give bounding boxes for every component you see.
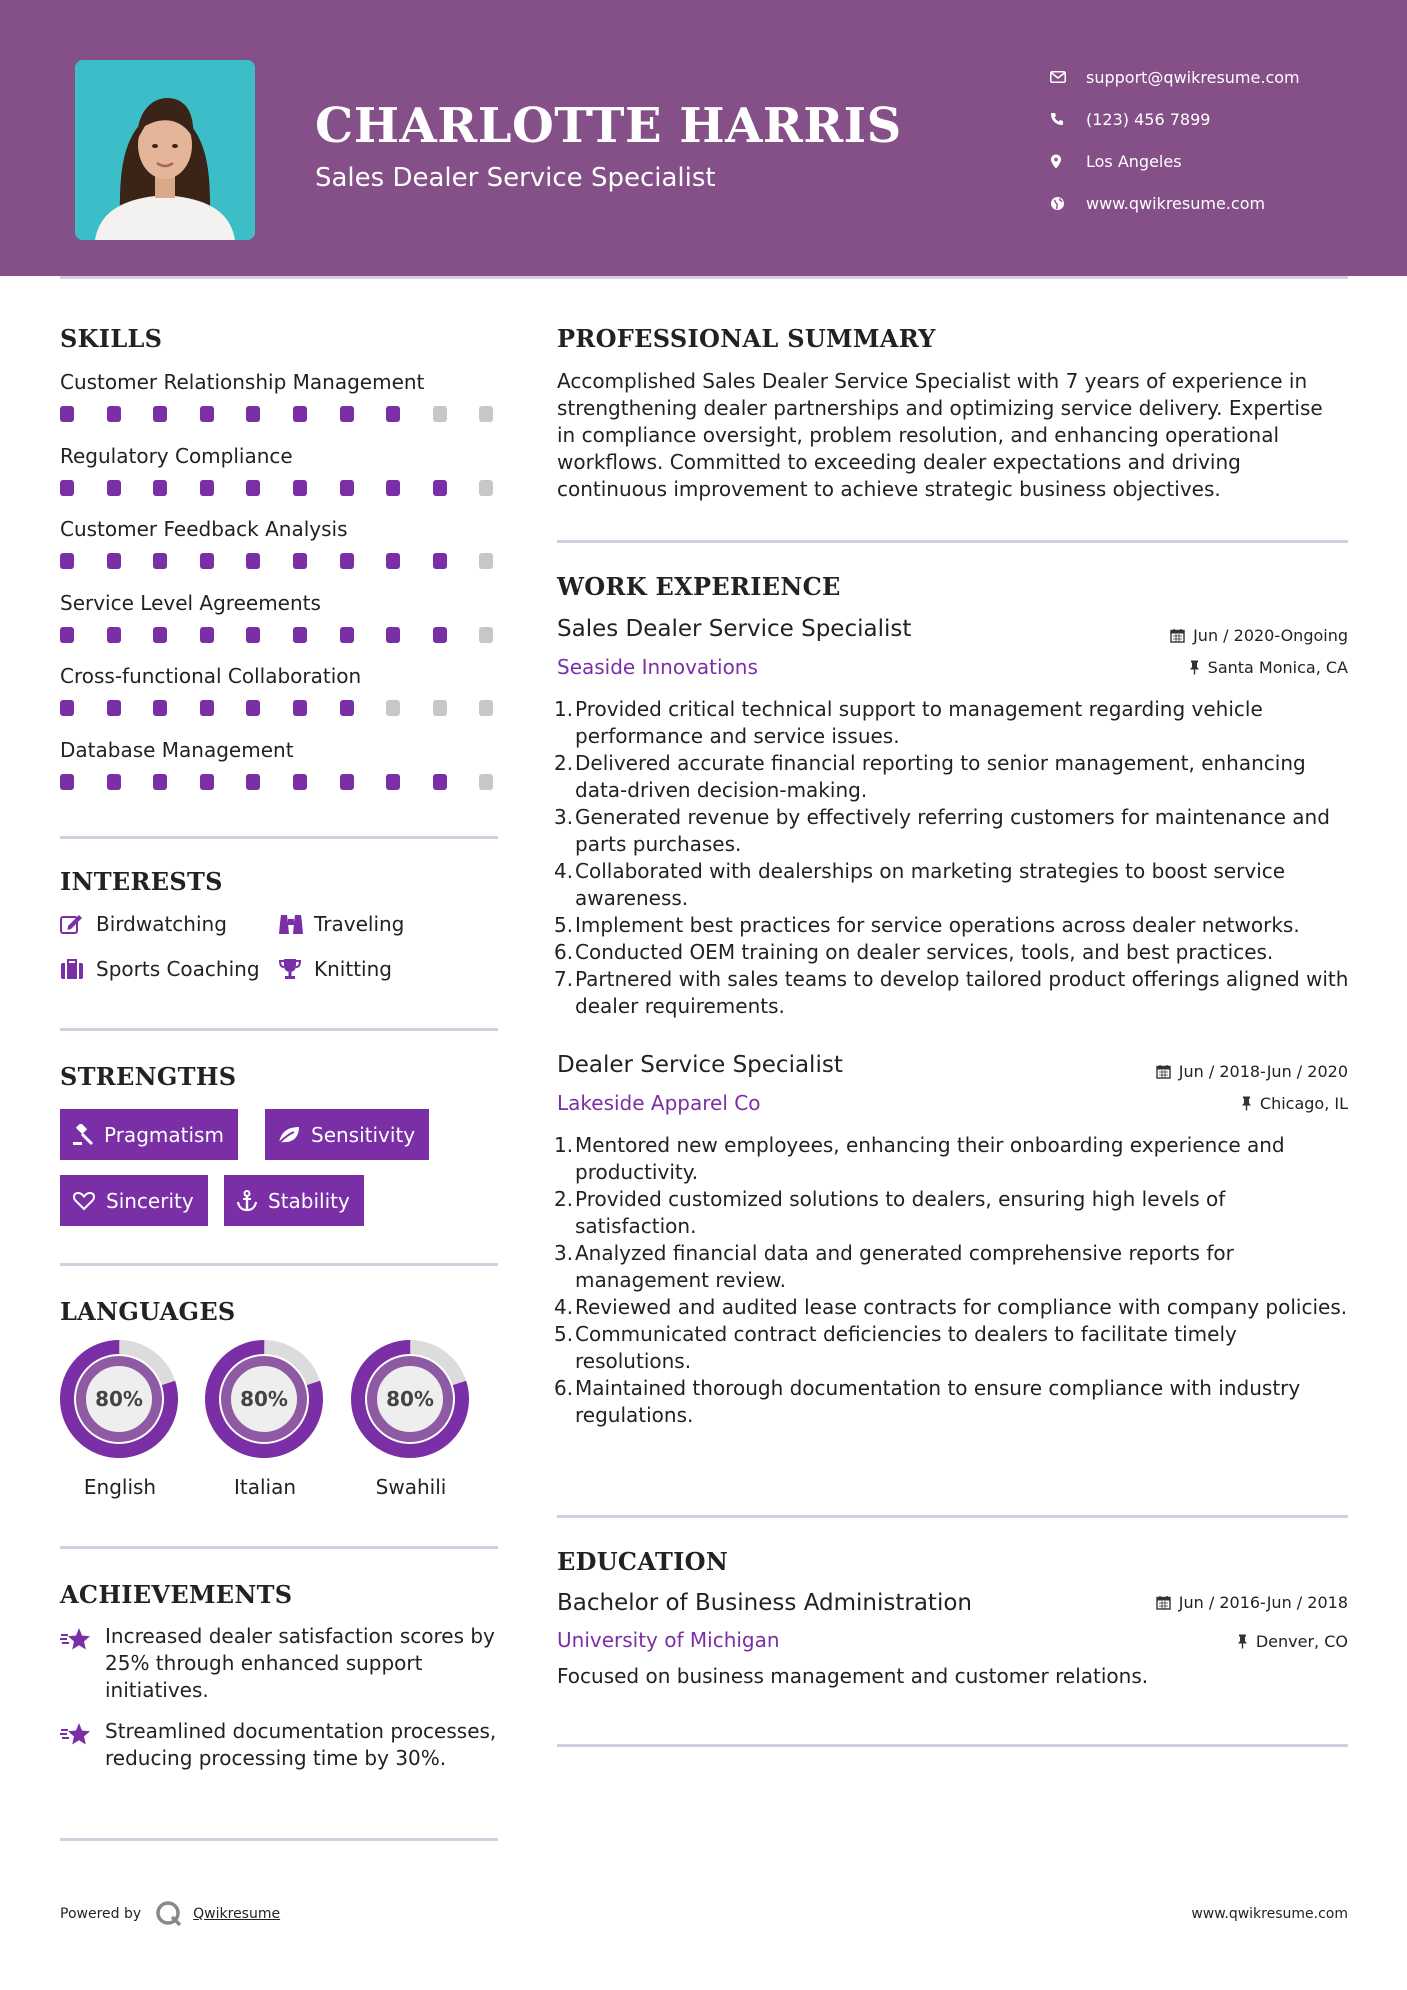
qwikresume-logo-icon: [155, 1900, 183, 1928]
skill-dot-filled: [293, 480, 307, 496]
job-title: Sales Dealer Service Specialist: [557, 616, 912, 642]
candidate-name: CHARLOTTE HARRIS: [315, 98, 902, 154]
interest-label: Sports Coaching: [96, 957, 260, 981]
interest-item: [60, 957, 260, 981]
footer-powered-by: [60, 1900, 280, 1928]
candidate-title: Sales Dealer Service Specialist: [315, 163, 716, 193]
skill-rating: [60, 480, 498, 496]
skill-name: Cross-functional Collaboration: [60, 664, 362, 688]
skill-dot-empty: [433, 700, 447, 716]
skill-dot-filled: [107, 480, 121, 496]
star-icon: [60, 1718, 105, 1772]
summary-divider: [557, 540, 1348, 543]
contact-website[interactable]: [1050, 182, 1300, 224]
contact-email[interactable]: [1050, 56, 1300, 98]
skill-dot-filled: [153, 480, 167, 496]
achievements-divider: [60, 1838, 498, 1841]
strength-label: Stability: [268, 1188, 350, 1213]
skill-dot-filled: [340, 627, 354, 643]
edit-icon: [60, 913, 96, 935]
job-location-text: Santa Monica, CA: [1207, 658, 1348, 677]
gauge-label: 80%: [386, 1387, 434, 1411]
language-name: English: [83, 1475, 157, 1499]
skill-dot-filled: [107, 553, 121, 569]
achievement-item: [60, 1718, 500, 1772]
skill-dot-filled: [153, 700, 167, 716]
contact-phone[interactable]: [1050, 98, 1300, 140]
education-dates-text: Jun / 2016-Jun / 2018: [1178, 1593, 1348, 1612]
interest-item: [278, 912, 404, 936]
skill-dot-empty: [479, 406, 493, 422]
skill-dot-filled: [200, 700, 214, 716]
contact-phone-text: (123) 456 7899: [1086, 109, 1211, 129]
skill-dot-filled: [246, 627, 260, 643]
qwikresume-link[interactable]: Qwikresume: [193, 1906, 281, 1922]
achievements-heading: ACHIEVEMENTS: [60, 1580, 293, 1609]
skill-dot-filled: [246, 406, 260, 422]
language-gauge: [203, 1338, 325, 1464]
duty-item: Collaborated with dealerships on marketing strategies to boost service awareness.: [575, 859, 1286, 910]
pushpin-icon: [1237, 1634, 1248, 1649]
contact-location: [1050, 140, 1300, 182]
skill-dot-filled: [433, 774, 447, 790]
job-dates: [1156, 1062, 1348, 1081]
envelope-icon: [1050, 71, 1086, 83]
job-location: [1241, 1094, 1348, 1113]
skill-dot-filled: [107, 700, 121, 716]
header-band: [0, 0, 1407, 276]
binoculars-icon: [278, 913, 314, 935]
interest-label: Birdwatching: [96, 912, 227, 936]
skill-dot-filled: [246, 480, 260, 496]
skill-dot-filled: [386, 553, 400, 569]
skill-name: Database Management: [60, 737, 294, 762]
interests-heading: INTERESTS: [60, 867, 223, 896]
map-pin-icon: [1050, 154, 1086, 169]
trophy-icon: [278, 958, 314, 980]
skill-dot-filled: [293, 627, 307, 643]
skill-dot-filled: [153, 553, 167, 569]
skill-dot-filled: [386, 627, 400, 643]
profile-photo: [75, 60, 255, 240]
gavel-icon: [72, 1124, 94, 1146]
interest-item: [60, 912, 227, 936]
company-name: Seaside Innovations: [557, 655, 758, 679]
powered-by-text: Powered by: [60, 1906, 142, 1922]
duty-item: Analyzed financial data and generated comprehensive reports for management review.: [575, 1241, 1234, 1292]
summary-heading: PROFESSIONAL SUMMARY: [557, 324, 936, 353]
skill-dot-empty: [479, 480, 493, 496]
duty-item: Maintained thorough documentation to ensure compliance with industry regulations.: [575, 1376, 1301, 1427]
achievement-text: Increased dealer satisfaction scores by 25% through enhanced support initiatives.: [105, 1624, 495, 1702]
company-name: Lakeside Apparel Co: [557, 1091, 761, 1115]
anchor-icon: [236, 1190, 258, 1212]
strength-label: Sensitivity: [311, 1122, 416, 1147]
skill-dot-filled: [293, 406, 307, 422]
languages-divider: [60, 1546, 498, 1549]
skill-dot-filled: [386, 406, 400, 422]
job-dates-text: Jun / 2018-Jun / 2020: [1178, 1062, 1348, 1081]
globe-icon: [1050, 196, 1086, 211]
pushpin-icon: [1189, 660, 1200, 675]
skill-rating: [60, 774, 498, 790]
language-gauge: [349, 1338, 471, 1464]
languages-heading: LANGUAGES: [60, 1297, 236, 1326]
summary-text: Accomplished Sales Dealer Service Specialist with 7 years of experience in strengthening dealer partnerships and optimizing service delivery. Expertise in compliance oversight, problem resolution, and enhancing operational workflows. Committed to exceeding dealer expectations and driving continuous improvement to achieve strategic business objectives.: [557, 369, 1323, 501]
job-duties: [575, 1132, 1353, 1429]
education-location: [1237, 1632, 1348, 1651]
skill-rating: [60, 700, 498, 716]
calendar-icon: [1170, 628, 1185, 643]
phone-icon: [1050, 112, 1086, 126]
skill-dot-filled: [340, 553, 354, 569]
skill-dot-filled: [246, 774, 260, 790]
strength-badge: [265, 1109, 429, 1160]
duty-item: Reviewed and audited lease contracts for compliance with company policies.: [575, 1295, 1348, 1319]
language-name: Swahili: [375, 1475, 447, 1499]
strengths-divider: [60, 1263, 498, 1266]
interests-divider: [60, 1028, 498, 1031]
duty-item: Implement best practices for service operations across dealer networks.: [575, 913, 1300, 937]
skill-dot-filled: [293, 553, 307, 569]
skill-dot-filled: [200, 627, 214, 643]
skill-dot-filled: [293, 774, 307, 790]
skill-dot-filled: [340, 480, 354, 496]
skill-name: Service Level Agreements: [60, 590, 321, 615]
calendar-icon: [1156, 1595, 1171, 1610]
skill-dot-empty: [479, 700, 493, 716]
skill-dot-filled: [200, 480, 214, 496]
duty-item: Partnered with sales teams to develop tailored product offerings aligned with dealer requirements.: [575, 967, 1349, 1018]
strength-badge: [224, 1175, 364, 1226]
skill-rating: [60, 406, 498, 422]
skill-dot-filled: [107, 406, 121, 422]
skill-name: Customer Feedback Analysis: [60, 517, 348, 541]
degree-title: Bachelor of Business Administration: [557, 1590, 972, 1616]
interest-label: Knitting: [314, 957, 392, 981]
skill-rating: [60, 553, 498, 569]
duty-item: Generated revenue by effectively referring customers for maintenance and parts purchases.: [575, 805, 1330, 856]
skill-dot-filled: [340, 700, 354, 716]
gauge-label: 80%: [95, 1387, 143, 1411]
skill-dot-filled: [433, 627, 447, 643]
profile-photo-illustration: [75, 60, 255, 240]
skill-dot-filled: [340, 406, 354, 422]
contact-email-text: support@qwikresume.com: [1086, 67, 1300, 87]
skill-dot-filled: [340, 774, 354, 790]
skill-dot-filled: [107, 627, 121, 643]
skill-dot-filled: [386, 774, 400, 790]
skill-dot-empty: [479, 774, 493, 790]
job-location-text: Chicago, IL: [1259, 1094, 1348, 1113]
skill-dot-filled: [246, 553, 260, 569]
calendar-icon: [1156, 1064, 1171, 1079]
skill-dot-filled: [386, 480, 400, 496]
skill-dot-filled: [433, 553, 447, 569]
header-divider: [60, 276, 1348, 279]
skill-dot-filled: [153, 627, 167, 643]
skill-dot-filled: [60, 406, 74, 422]
duty-item: Conducted OEM training on dealer services, tools, and best practices.: [575, 940, 1274, 964]
interest-item: [278, 957, 392, 981]
job-dates-text: Jun / 2020-Ongoing: [1193, 626, 1348, 645]
footer-url[interactable]: www.qwikresume.com: [1191, 1906, 1348, 1922]
duty-item: Delivered accurate financial reporting to senior management, enhancing data-driven decision-making.: [575, 751, 1306, 802]
strength-badge: [60, 1175, 208, 1226]
skill-dot-filled: [433, 480, 447, 496]
job-dates: [1170, 626, 1348, 645]
skill-dot-empty: [479, 553, 493, 569]
language-name: Italian: [233, 1475, 297, 1499]
strength-label: Pragmatism: [104, 1122, 224, 1147]
education-location-text: Denver, CO: [1255, 1632, 1348, 1651]
experience-divider: [557, 1515, 1348, 1518]
skills-divider: [60, 836, 498, 839]
achievement-item: [60, 1623, 500, 1704]
duty-item: Mentored new employees, enhancing their onboarding experience and productivity.: [575, 1133, 1285, 1184]
leaf-icon: [277, 1125, 301, 1145]
job-title: Dealer Service Specialist: [557, 1052, 843, 1078]
briefcase-icon: [60, 958, 96, 980]
strength-label: Sincerity: [106, 1188, 194, 1213]
skill-dot-filled: [293, 700, 307, 716]
star-icon: [60, 1623, 105, 1704]
skill-rating: [60, 627, 498, 643]
job-location: [1189, 658, 1348, 677]
skill-dot-filled: [153, 406, 167, 422]
heart-icon: [72, 1191, 96, 1211]
school-name: University of Michigan: [557, 1628, 780, 1652]
skill-dot-empty: [433, 406, 447, 422]
interest-label: Traveling: [314, 912, 405, 936]
education-description: Focused on business management and customer relations.: [557, 1664, 1149, 1688]
skill-dot-empty: [386, 700, 400, 716]
skill-name: Customer Relationship Management: [60, 370, 425, 394]
education-dates: [1156, 1593, 1348, 1612]
strength-badge: [60, 1109, 238, 1160]
skill-dot-filled: [246, 700, 260, 716]
job-duties: [575, 696, 1353, 1020]
experience-heading: WORK EXPERIENCE: [557, 572, 841, 601]
duty-item: Communicated contract deficiencies to dealers to facilitate timely resolutions.: [575, 1322, 1237, 1373]
pushpin-icon: [1241, 1096, 1252, 1111]
skill-dot-filled: [200, 406, 214, 422]
education-divider: [557, 1744, 1348, 1747]
skill-dot-filled: [200, 553, 214, 569]
language-gauge: [58, 1338, 180, 1464]
skill-name: Regulatory Compliance: [60, 443, 293, 468]
education-heading: EDUCATION: [557, 1547, 729, 1576]
skill-dot-filled: [60, 700, 74, 716]
skills-heading: SKILLS: [60, 324, 163, 353]
skill-dot-filled: [60, 627, 74, 643]
gauge-label: 80%: [240, 1387, 288, 1411]
strengths-heading: STRENGTHS: [60, 1062, 237, 1091]
duty-item: Provided customized solutions to dealers, ensuring high levels of satisfaction.: [575, 1187, 1226, 1238]
skill-dot-empty: [479, 627, 493, 643]
contact-location-text: Los Angeles: [1086, 151, 1182, 171]
skill-dot-filled: [200, 774, 214, 790]
duty-item: Provided critical technical support to management regarding vehicle performance and service issues.: [575, 697, 1263, 748]
achievement-text: Streamlined documentation processes, reducing processing time by 30%.: [105, 1719, 497, 1770]
skill-dot-filled: [60, 553, 74, 569]
contact-website-text: www.qwikresume.com: [1086, 193, 1266, 213]
contact-list: [1050, 56, 1300, 224]
skill-dot-filled: [153, 774, 167, 790]
skill-dot-filled: [60, 774, 74, 790]
skill-dot-filled: [107, 774, 121, 790]
skill-dot-filled: [60, 480, 74, 496]
